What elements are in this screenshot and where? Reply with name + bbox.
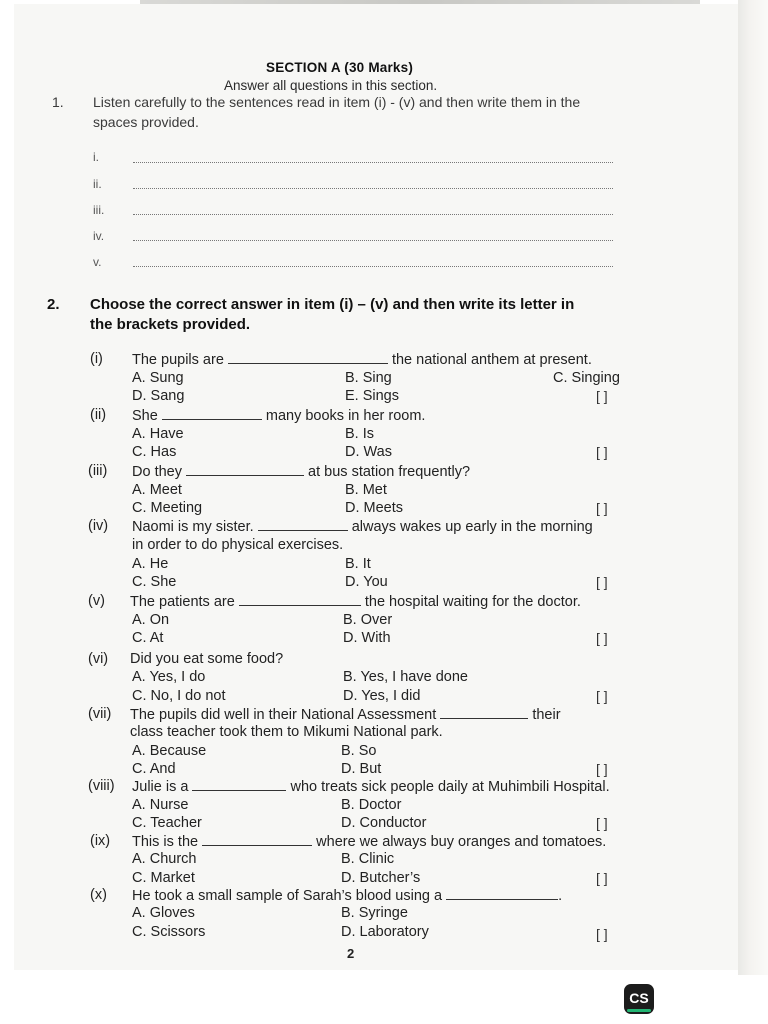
q2-number: 2. xyxy=(47,296,60,313)
option-b: B. So xyxy=(341,743,377,759)
item-stem xyxy=(132,887,562,904)
item-stem-post: many books in her room. xyxy=(265,408,426,424)
option-c: C. Market xyxy=(132,870,195,886)
option-d: D. But xyxy=(341,761,382,777)
option-d: D. Conductor xyxy=(341,815,427,831)
option-d: D. Was xyxy=(345,444,392,460)
item-stem-line2: in order to do physical exercises. xyxy=(132,537,344,553)
option-d: D. You xyxy=(345,574,388,590)
option-d: D. Laboratory xyxy=(341,924,429,940)
answer-blank[interactable] xyxy=(186,463,304,476)
q1-answer-line[interactable] xyxy=(133,188,613,189)
option-e: E. Sings xyxy=(345,388,399,404)
item-stem: Did you eat some food? xyxy=(130,651,284,667)
option-d: D. With xyxy=(343,630,391,646)
item-stem-pre: The pupils did well in their National Assessment xyxy=(130,707,437,723)
option-b: B. Yes, I have done xyxy=(343,669,468,685)
answer-bracket[interactable]: [ ] xyxy=(596,388,608,404)
q1-item-label: iv. xyxy=(93,229,105,243)
page-top-edge xyxy=(140,0,700,4)
q1-item-label: ii. xyxy=(93,177,102,191)
item-stem-pre: Do they xyxy=(132,464,182,480)
option-a: A. Nurse xyxy=(132,797,189,813)
item-stem xyxy=(130,706,561,723)
option-c: C. Teacher xyxy=(132,815,202,831)
answer-blank[interactable] xyxy=(440,706,528,719)
option-a: A. Church xyxy=(132,851,197,867)
answer-blank[interactable] xyxy=(162,407,262,420)
option-a: A. Sung xyxy=(132,370,184,386)
item-number: (viii) xyxy=(88,778,115,794)
option-a: A. Meet xyxy=(132,482,182,498)
item-stem-post: at bus station frequently? xyxy=(308,464,471,480)
item-stem xyxy=(132,351,592,368)
item-number: (x) xyxy=(90,887,107,903)
option-d: D. Butcher’s xyxy=(341,870,421,886)
answer-bracket[interactable]: [ ] xyxy=(596,926,608,942)
answer-bracket[interactable]: [ ] xyxy=(596,630,608,646)
option-b: B. Sing xyxy=(345,370,392,386)
item-stem xyxy=(132,833,606,850)
item-stem xyxy=(132,778,610,795)
item-stem-post: the national anthem at present. xyxy=(391,352,592,368)
item-stem-line2: class teacher took them to Mikumi National park. xyxy=(130,724,443,740)
answer-blank[interactable] xyxy=(239,593,361,606)
q1-answer-line[interactable] xyxy=(133,162,613,163)
item-number: (iv) xyxy=(88,518,109,534)
option-b: B. It xyxy=(345,556,371,572)
camscanner-logo-bar xyxy=(627,1009,651,1012)
item-stem-post: who treats sick people daily at Muhimbili Hospital. xyxy=(290,779,610,795)
option-a: A. On xyxy=(132,612,170,628)
answer-blank[interactable] xyxy=(258,518,348,531)
q1-item-label: i. xyxy=(93,150,99,164)
option-b: B. Is xyxy=(345,426,375,442)
option-c: C. At xyxy=(132,630,164,646)
answer-bracket[interactable]: [ ] xyxy=(596,444,608,460)
item-stem-post: always wakes up early in the morning xyxy=(351,519,593,535)
q1-answer-line[interactable] xyxy=(133,240,613,241)
item-stem xyxy=(132,407,425,424)
option-d: D. Yes, I did xyxy=(343,688,421,704)
q1-answer-line[interactable] xyxy=(133,214,613,215)
section-instruction: Answer all questions in this section. xyxy=(224,78,438,93)
camscanner-logo xyxy=(624,984,654,1014)
item-stem-pre: She xyxy=(132,408,158,424)
option-a: A. He xyxy=(132,556,169,572)
item-stem-post: where we always buy oranges and tomatoes. xyxy=(316,834,607,850)
item-number: (i) xyxy=(90,351,103,367)
option-b: B. Over xyxy=(343,612,393,628)
answer-blank[interactable] xyxy=(202,833,312,846)
answer-blank[interactable] xyxy=(446,887,558,900)
option-a: A. Yes, I do xyxy=(132,669,206,685)
page-number: 2 xyxy=(347,946,355,961)
option-c: C. Meeting xyxy=(132,500,203,516)
option-c: C. Has xyxy=(132,444,177,460)
option-c: C. She xyxy=(132,574,177,590)
q1-number: 1. xyxy=(52,94,64,110)
item-number: (iii) xyxy=(88,463,108,479)
answer-bracket[interactable]: [ ] xyxy=(596,761,608,777)
option-b: B. Syringe xyxy=(341,905,408,921)
item-number: (vii) xyxy=(88,706,112,722)
answer-bracket[interactable]: [ ] xyxy=(596,500,608,516)
item-number: (vi) xyxy=(88,651,109,667)
item-number: (ix) xyxy=(90,833,111,849)
option-d: D. Meets xyxy=(345,500,404,516)
option-c: C. Scissors xyxy=(132,924,206,940)
option-b: B. Doctor xyxy=(341,797,402,813)
section-title: SECTION A (30 Marks) xyxy=(266,60,414,75)
q1-answer-line[interactable] xyxy=(133,266,613,267)
item-stem-pre: This is the xyxy=(132,834,199,850)
page-edge-shadow xyxy=(738,0,768,975)
option-b: B. Clinic xyxy=(341,851,395,867)
option-a: A. Because xyxy=(132,743,207,759)
item-number: (ii) xyxy=(90,407,107,423)
option-a: A. Have xyxy=(132,426,184,442)
answer-bracket[interactable]: [ ] xyxy=(596,815,608,831)
q1-instruction-line2: spaces provided. xyxy=(93,114,199,130)
answer-bracket[interactable]: [ ] xyxy=(596,574,608,590)
answer-bracket[interactable]: [ ] xyxy=(596,870,608,886)
item-number: (v) xyxy=(88,593,105,609)
q1-item-label: iii. xyxy=(93,203,105,217)
item-stem-pre: The patients are xyxy=(130,594,235,610)
item-stem-pre: Naomi is my sister. xyxy=(132,519,254,535)
option-d: D. Sang xyxy=(132,388,185,404)
item-stem-post: their xyxy=(532,707,561,723)
item-stem-post: . xyxy=(558,888,563,904)
camscanner-logo-text: CS xyxy=(629,990,649,1006)
option-c: C. Singing xyxy=(553,370,620,386)
item-stem-pre: Julie is a xyxy=(132,779,189,795)
item-stem xyxy=(132,518,593,535)
option-a: A. Gloves xyxy=(132,905,195,921)
answer-bracket[interactable]: [ ] xyxy=(596,688,608,704)
answer-blank[interactable] xyxy=(192,778,286,791)
item-stem xyxy=(130,593,581,610)
item-stem-pre: The pupils are xyxy=(132,352,224,368)
item-stem-post: the hospital waiting for the doctor. xyxy=(364,594,581,610)
answer-blank[interactable] xyxy=(228,351,388,364)
q2-instruction-line2: the brackets provided. xyxy=(90,316,251,333)
item-stem-pre: He took a small sample of Sarah’s blood using a xyxy=(132,888,443,904)
q1-item-label: v. xyxy=(93,255,102,269)
option-b: B. Met xyxy=(345,482,387,498)
q2-instruction-line1: Choose the correct answer in item (i) – (v) and then write its letter in xyxy=(90,296,575,313)
item-stem xyxy=(132,463,470,480)
option-c: C. And xyxy=(132,761,176,777)
q1-instruction-line1: Listen carefully to the sentences read in item (i) - (v) and then write them in the xyxy=(93,94,581,110)
option-c: C. No, I do not xyxy=(132,688,226,704)
